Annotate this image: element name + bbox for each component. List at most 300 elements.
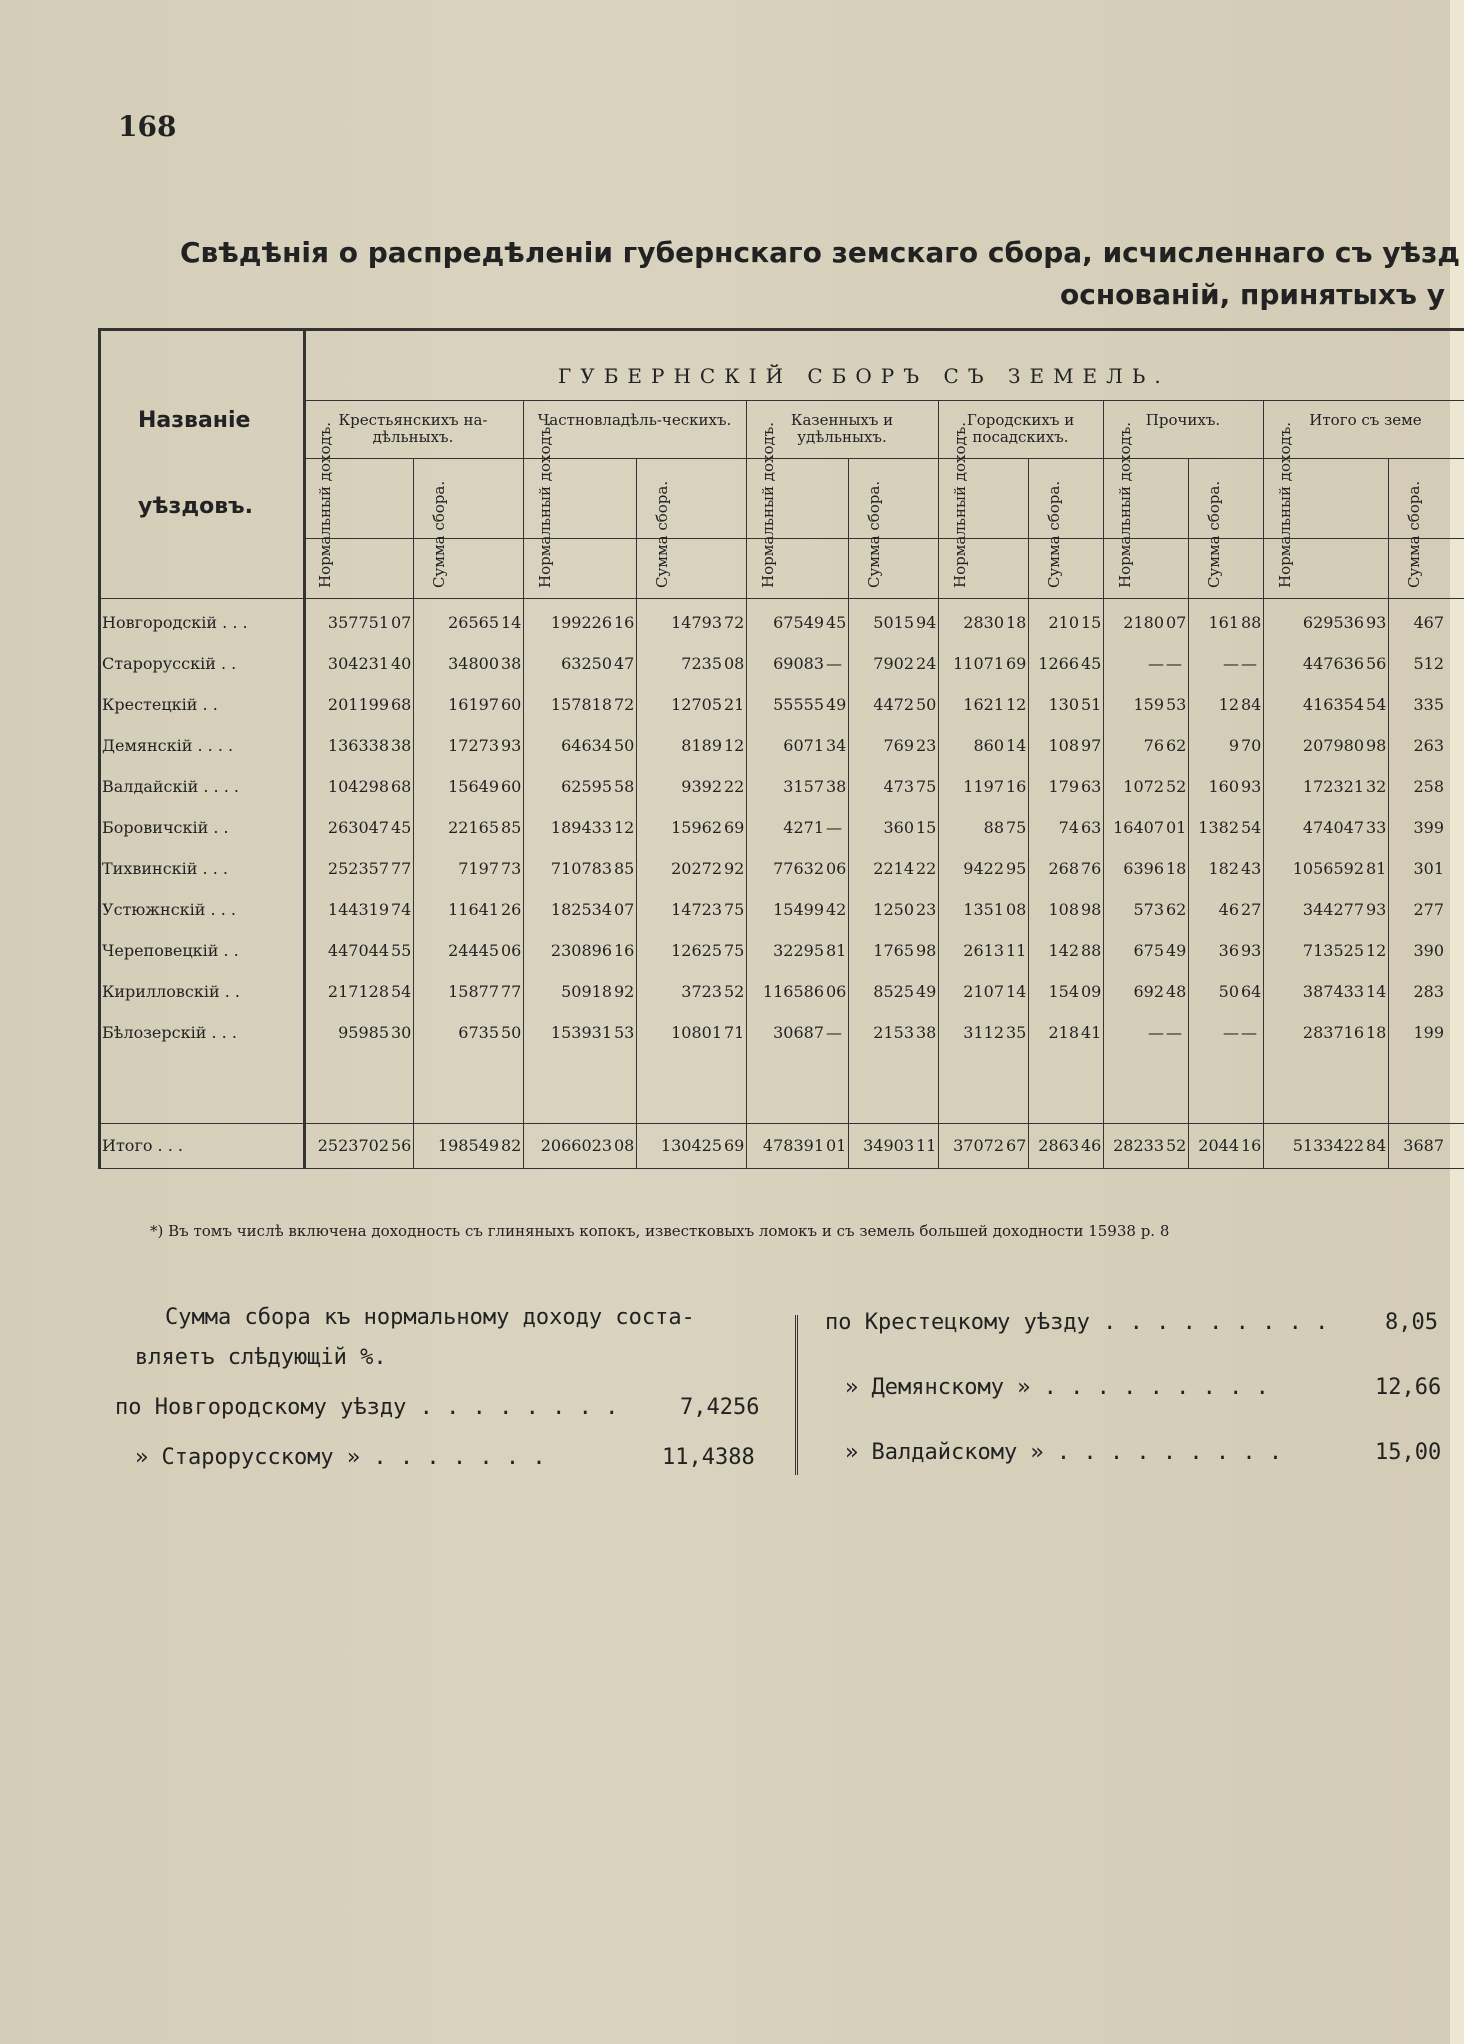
cell-kopecks: 72	[724, 613, 745, 632]
cell-value: 713525	[1302, 941, 1364, 960]
cell-value: 37072	[953, 1136, 1004, 1155]
cell-value: 4271	[783, 818, 824, 837]
cell-value: 675	[1133, 941, 1164, 960]
cell-value: 108	[1048, 900, 1079, 919]
cell-kopecks: 38	[391, 736, 412, 755]
cell-value: 154	[1048, 982, 1079, 1001]
cell-kopecks: 49	[916, 982, 937, 1001]
cell-kopecks: 32	[1366, 777, 1387, 796]
cell-kopecks: 93	[1241, 777, 1262, 796]
cell-kopecks: 51	[1081, 695, 1102, 714]
cell-value: 7235	[681, 654, 722, 673]
cell-value: 199	[1413, 1023, 1444, 1042]
cell-value: 218	[1048, 1023, 1079, 1042]
cell-kopecks: 07	[391, 613, 412, 632]
cell-value: 12625	[671, 941, 722, 960]
cell-kopecks: 81	[826, 941, 847, 960]
cell-kopecks: 06	[501, 941, 522, 960]
subheader-tax-sum: Сумма сбора.	[1205, 480, 1223, 588]
summary-intro-line-2: вляетъ слѣдующій %.	[135, 1345, 387, 1370]
cell-value: 6735	[458, 1023, 499, 1042]
cell-kopecks: 22	[724, 777, 745, 796]
cell-value: 76	[1143, 736, 1164, 755]
cell-kopecks: 77	[391, 859, 412, 878]
cell-value: 63250	[561, 654, 612, 673]
cell-value: 387433	[1302, 982, 1364, 1001]
cell-kopecks: —	[826, 818, 842, 837]
cell-value: 9422	[963, 859, 1004, 878]
subheader-normal-income: Нормальный доходъ.	[759, 421, 777, 588]
subheader-normal-income: Нормальный доходъ.	[951, 421, 969, 588]
cell-kopecks: 93	[1366, 613, 1387, 632]
column-header: Итого съ земе	[1309, 411, 1422, 429]
cell-value: 20272	[671, 859, 722, 878]
cell-kopecks: 09	[1081, 982, 1102, 1001]
cell-kopecks: 40	[391, 654, 412, 673]
subheader-normal-income: Нормальный доходъ.	[1116, 421, 1134, 588]
cell-kopecks: 42	[826, 900, 847, 919]
cell-kopecks: 07	[614, 900, 635, 919]
cell-value: 2107	[963, 982, 1004, 1001]
cell-value: 6071	[783, 736, 824, 755]
summary-right-label-2: » Демянскому » . . . . . . . . .	[845, 1375, 1269, 1400]
cell-value: 335	[1413, 695, 1444, 714]
cell-kopecks: 98	[1081, 900, 1102, 919]
column-header: Городскихъ и посадскихъ.	[966, 411, 1075, 446]
footnote: *) Въ томъ числѣ включена доходность съ глиняныхъ копокъ, известковыхъ ломокъ и съ земель большей доходности 15938 р. 8	[150, 1222, 1170, 1240]
cell-kopecks: 75	[724, 900, 745, 919]
cell-value: 24445	[448, 941, 499, 960]
cell-value: 692	[1133, 982, 1164, 1001]
cell-value: 14723	[671, 900, 722, 919]
cell-value: 283716	[1302, 1023, 1364, 1042]
cell-kopecks: —	[1166, 654, 1182, 673]
cell-value: 467	[1413, 613, 1444, 632]
cell-kopecks: 73	[501, 859, 522, 878]
cell-kopecks: 64	[1241, 982, 1262, 1001]
cell-kopecks: 18	[1006, 613, 1027, 632]
cell-kopecks: 18	[1366, 1023, 1387, 1042]
cell-kopecks: 76	[1081, 859, 1102, 878]
cell-kopecks: 71	[724, 1023, 745, 1042]
cell-value: 17273	[448, 736, 499, 755]
grid-vline	[1028, 458, 1029, 1168]
grid-vline	[413, 458, 414, 1168]
cell-kopecks: 14	[1006, 736, 1027, 755]
cell-kopecks: 62	[1166, 900, 1187, 919]
cell-kopecks: 75	[724, 941, 745, 960]
cell-value: 12705	[671, 695, 722, 714]
cell-value: 573	[1133, 900, 1164, 919]
cell-value: 277	[1413, 900, 1444, 919]
cell-kopecks: 56	[391, 1136, 412, 1155]
cell-kopecks: 11	[1006, 941, 1027, 960]
cell-value: 230896	[550, 941, 612, 960]
cell-value: 50	[1218, 982, 1239, 1001]
grid-hline	[98, 598, 1464, 599]
tax-distribution-table	[98, 328, 1464, 1188]
cell-kopecks: 81	[1366, 859, 1387, 878]
cell-kopecks: 56	[1366, 654, 1387, 673]
cell-value: 1056592	[1292, 859, 1364, 878]
cell-kopecks: 43	[1241, 859, 1262, 878]
cell-kopecks: 18	[1166, 859, 1187, 878]
row-district-name: Старорусскій . .	[102, 654, 237, 673]
grid-hline	[98, 1123, 1464, 1124]
cell-value: 3112	[963, 1023, 1004, 1042]
cell-value: 1072	[1123, 777, 1164, 796]
cell-value: 153931	[550, 1023, 612, 1042]
cell-value: 14793	[671, 613, 722, 632]
cell-kopecks: 27	[1241, 900, 1262, 919]
cell-kopecks: 54	[1366, 695, 1387, 714]
row-district-name: Кирилловскій . .	[102, 982, 241, 1001]
cell-value: 16407	[1113, 818, 1164, 837]
cell-kopecks: 94	[916, 613, 937, 632]
cell-value: 710783	[550, 859, 612, 878]
cell-kopecks: 54	[1241, 818, 1262, 837]
cell-kopecks: 08	[1006, 900, 1027, 919]
cell-kopecks: 46	[1081, 1136, 1102, 1155]
cell-kopecks: 47	[614, 654, 635, 673]
subheader-normal-income: Нормальный доходъ.	[536, 421, 554, 588]
cell-value: 447044	[327, 941, 389, 960]
cell-kopecks: —	[826, 1023, 842, 1042]
cell-kopecks: 53	[1166, 695, 1187, 714]
subheader-tax-sum: Сумма сбора.	[865, 480, 883, 588]
cell-value: 130425	[660, 1136, 722, 1155]
table-title-line-1: Свѣдѣнія о распредѣленіи губернскаго земскаго сбора, исчисленнаго съ уѣзд	[180, 236, 1460, 269]
cell-kopecks: 52	[1166, 1136, 1187, 1155]
summary-left-label-1: по Новгородскому уѣзду . . . . . . . .	[115, 1395, 619, 1420]
cell-value: 88	[983, 818, 1004, 837]
summary-right-value-1: 8,05	[1385, 1310, 1438, 1335]
cell-value: 95985	[338, 1023, 389, 1042]
cell-value: 74	[1058, 818, 1079, 837]
cell-value: 629536	[1302, 613, 1364, 632]
cell-kopecks: 58	[614, 777, 635, 796]
cell-value: 360	[883, 818, 914, 837]
cell-value: 390	[1413, 941, 1444, 960]
grid-vline	[1388, 458, 1389, 1168]
cell-value: 64634	[561, 736, 612, 755]
grid-vline	[98, 328, 101, 1168]
grid-hline	[98, 1168, 1464, 1169]
cell-kopecks: 69	[724, 818, 745, 837]
grid-vline	[636, 458, 637, 1168]
cell-kopecks: 08	[724, 654, 745, 673]
cell-value: 30687	[773, 1023, 824, 1042]
cell-kopecks: 48	[1166, 982, 1187, 1001]
cell-value: 157818	[550, 695, 612, 714]
row-district-name: Демянскій . . . .	[102, 736, 234, 755]
row-district-name: Новгородскій . . .	[102, 613, 248, 632]
cell-kopecks: 30	[391, 1023, 412, 1042]
cell-value: 16197	[448, 695, 499, 714]
cell-kopecks: 52	[1166, 777, 1187, 796]
cell-kopecks: 72	[614, 695, 635, 714]
cell-value: 7197	[458, 859, 499, 878]
cell-value: 1382	[1198, 818, 1239, 837]
cell-value: 15877	[448, 982, 499, 1001]
cell-value: 11641	[448, 900, 499, 919]
cell-kopecks: 95	[1006, 859, 1027, 878]
cell-value: 130	[1048, 695, 1079, 714]
cell-value: 136338	[327, 736, 389, 755]
cell-value: 478391	[762, 1136, 824, 1155]
cell-value: 210	[1048, 613, 1079, 632]
cell-value: 161	[1208, 613, 1239, 632]
cell-value: 144319	[327, 900, 389, 919]
cell-kopecks: 53	[614, 1023, 635, 1042]
cell-kopecks: 12	[1006, 695, 1027, 714]
cell-value: 2180	[1123, 613, 1164, 632]
cell-value: 301	[1413, 859, 1444, 878]
cell-value: 26565	[448, 613, 499, 632]
cell-kopecks: 14	[501, 613, 522, 632]
cell-kopecks: 26	[501, 900, 522, 919]
cell-value: 142	[1048, 941, 1079, 960]
row-district-name: Крестецкій . .	[102, 695, 218, 714]
cell-kopecks: 50	[614, 736, 635, 755]
cell-value: —	[1148, 1023, 1164, 1042]
cell-kopecks: 16	[1241, 1136, 1262, 1155]
subheader-tax-sum: Сумма сбора.	[1405, 480, 1423, 588]
cell-value: 3687	[1403, 1136, 1444, 1155]
summary-left-value-2: 11,4388	[662, 1445, 755, 1470]
cell-value: 8525	[873, 982, 914, 1001]
cell-kopecks: 07	[1166, 613, 1187, 632]
cell-value: 1197	[963, 777, 1004, 796]
cell-kopecks: 06	[826, 982, 847, 1001]
cell-value: 10801	[671, 1023, 722, 1042]
cell-kopecks: 98	[916, 941, 937, 960]
cell-value: 769	[883, 736, 914, 755]
cell-value: 201199	[327, 695, 389, 714]
cell-kopecks: 22	[916, 859, 937, 878]
cell-value: 1266	[1038, 654, 1079, 673]
cell-kopecks: 16	[614, 941, 635, 960]
summary-left-label-2: » Старорусскому » . . . . . . .	[135, 1445, 546, 1470]
cell-kopecks: 97	[1081, 736, 1102, 755]
cell-kopecks: 88	[1081, 941, 1102, 960]
cell-kopecks: 67	[1006, 1136, 1027, 1155]
cell-kopecks: 12	[724, 736, 745, 755]
cell-value: 160	[1208, 777, 1239, 796]
cell-value: 9	[1228, 736, 1239, 755]
cell-kopecks: 15	[1081, 613, 1102, 632]
cell-kopecks: 14	[1006, 982, 1027, 1001]
cell-kopecks: 75	[916, 777, 937, 796]
cell-value: 258	[1413, 777, 1444, 796]
cell-kopecks: 14	[1366, 982, 1387, 1001]
cell-kopecks: —	[1166, 1023, 1182, 1042]
cell-value: 2066023	[540, 1136, 612, 1155]
cell-value: 108	[1048, 736, 1079, 755]
cell-kopecks: 85	[501, 818, 522, 837]
cell-kopecks: 60	[501, 777, 522, 796]
cell-kopecks: 34	[826, 736, 847, 755]
cell-value: 3157	[783, 777, 824, 796]
cell-value: 263	[1413, 736, 1444, 755]
cell-value: 179	[1048, 777, 1079, 796]
cell-value: —	[1223, 1023, 1239, 1042]
cell-kopecks: 68	[391, 777, 412, 796]
cell-value: 447636	[1302, 654, 1364, 673]
cell-value: 2830	[963, 613, 1004, 632]
cell-value: 474047	[1302, 818, 1364, 837]
cell-kopecks: 85	[614, 859, 635, 878]
cell-value: 172321	[1302, 777, 1364, 796]
cell-kopecks: 01	[1166, 818, 1187, 837]
cell-kopecks: 08	[614, 1136, 635, 1155]
cell-kopecks: 33	[1366, 818, 1387, 837]
cell-value: 116586	[762, 982, 824, 1001]
table-title-line-2: основаній, принятыхъ у	[1060, 278, 1445, 311]
cell-value: 8189	[681, 736, 722, 755]
cell-kopecks: 69	[724, 1136, 745, 1155]
cell-kopecks: 84	[1241, 695, 1262, 714]
cell-value: 4472	[873, 695, 914, 714]
cell-value: 268	[1048, 859, 1079, 878]
column-header: Крестьянскихъ на-дѣльныхъ.	[338, 411, 488, 446]
cell-value: 217128	[327, 982, 389, 1001]
cell-kopecks: 69	[1006, 654, 1027, 673]
cell-kopecks: 63	[1081, 777, 1102, 796]
cell-kopecks: 60	[501, 695, 522, 714]
cell-value: 2613	[963, 941, 1004, 960]
row-district-name: Устюжнскій . . .	[102, 900, 236, 919]
cell-value: —	[1223, 654, 1239, 673]
cell-value: 2044	[1198, 1136, 1239, 1155]
row-header-line-2: уѣздовъ.	[138, 494, 254, 519]
cell-kopecks: 21	[724, 695, 745, 714]
cell-kopecks: 24	[916, 654, 937, 673]
cell-value: 34903	[863, 1136, 914, 1155]
cell-value: 2863	[1038, 1136, 1079, 1155]
cell-kopecks: 50	[501, 1023, 522, 1042]
cell-kopecks: 16	[1006, 777, 1027, 796]
row-header-line-1: Названіе	[138, 408, 251, 433]
cell-value: 69083	[773, 654, 824, 673]
cell-kopecks: 23	[916, 736, 937, 755]
cell-kopecks: —	[1241, 1023, 1257, 1042]
cell-value: 104298	[327, 777, 389, 796]
cell-kopecks: 35	[1006, 1023, 1027, 1042]
cell-kopecks: 74	[391, 900, 412, 919]
cell-value: 199226	[550, 613, 612, 632]
cell-kopecks: 38	[501, 654, 522, 673]
cell-kopecks: 45	[391, 818, 412, 837]
cell-value: 55555	[773, 695, 824, 714]
cell-value: 15962	[671, 818, 722, 837]
cell-value: 46	[1218, 900, 1239, 919]
cell-kopecks: 06	[826, 859, 847, 878]
column-header: Прочихъ.	[1145, 411, 1221, 429]
cell-kopecks: 92	[614, 982, 635, 1001]
subheader-normal-income: Нормальный доходъ.	[1276, 421, 1294, 588]
cell-kopecks: 45	[826, 613, 847, 632]
cell-value: 263047	[327, 818, 389, 837]
cell-value: 62595	[561, 777, 612, 796]
cell-value: 32295	[773, 941, 824, 960]
cell-kopecks: 23	[916, 900, 937, 919]
cell-value: 15499	[773, 900, 824, 919]
cell-value: 357751	[327, 613, 389, 632]
cell-kopecks: 63	[1081, 818, 1102, 837]
cell-value: 1621	[963, 695, 1004, 714]
row-district-name: Итого . . .	[102, 1136, 183, 1155]
cell-value: 399	[1413, 818, 1444, 837]
cell-kopecks: 88	[1241, 613, 1262, 632]
cell-kopecks: 77	[501, 982, 522, 1001]
cell-value: 1250	[873, 900, 914, 919]
cell-kopecks: 52	[724, 982, 745, 1001]
cell-value: 67549	[773, 613, 824, 632]
cell-kopecks: —	[1241, 654, 1257, 673]
summary-divider	[795, 1315, 798, 1475]
cell-kopecks: 93	[501, 736, 522, 755]
cell-value: 1351	[963, 900, 1004, 919]
cell-kopecks: 12	[1366, 941, 1387, 960]
subheader-tax-sum: Сумма сбора.	[1045, 480, 1063, 588]
cell-value: 344277	[1302, 900, 1364, 919]
cell-kopecks: 68	[391, 695, 412, 714]
column-header: Частновладѣль-ческихъ.	[537, 411, 732, 429]
cell-kopecks: 49	[1166, 941, 1187, 960]
cell-kopecks: 45	[1081, 654, 1102, 673]
cell-value: 5015	[873, 613, 914, 632]
cell-value: 3723	[681, 982, 722, 1001]
page-number: 168	[118, 110, 177, 143]
cell-value: 36	[1218, 941, 1239, 960]
cell-value: 860	[973, 736, 1004, 755]
cell-value: 7902	[873, 654, 914, 673]
cell-value: 416354	[1302, 695, 1364, 714]
cell-kopecks: 75	[1006, 818, 1027, 837]
cell-kopecks: 92	[724, 859, 745, 878]
cell-kopecks: 54	[391, 982, 412, 1001]
cell-value: 189433	[550, 818, 612, 837]
row-district-name: Тихвинскій . . .	[102, 859, 228, 878]
cell-kopecks: 82	[501, 1136, 522, 1155]
cell-value: 50918	[561, 982, 612, 1001]
cell-value: 12	[1218, 695, 1239, 714]
summary-left-value-1: 7,4256	[680, 1395, 760, 1420]
cell-kopecks: 49	[826, 695, 847, 714]
cell-value: 22165	[448, 818, 499, 837]
column-header: Казенныхъ и удѣльныхъ.	[790, 411, 894, 446]
row-district-name: Череповецкій . .	[102, 941, 239, 960]
cell-value: 2214	[873, 859, 914, 878]
cell-value: 2523702	[317, 1136, 389, 1155]
group-header: ГУБЕРНСКІЙ СБОРЪ СЪ ЗЕМЕЛЬ.	[558, 364, 1170, 388]
cell-kopecks: 55	[391, 941, 412, 960]
cell-value: 77632	[773, 859, 824, 878]
cell-value: 159	[1133, 695, 1164, 714]
cell-value: 198549	[437, 1136, 499, 1155]
cell-value: 2153	[873, 1023, 914, 1042]
cell-kopecks: 15	[916, 818, 937, 837]
cell-value: 283	[1413, 982, 1444, 1001]
cell-kopecks: —	[826, 654, 842, 673]
cell-kopecks: 01	[826, 1136, 847, 1155]
cell-kopecks: 62	[1166, 736, 1187, 755]
cell-kopecks: 12	[614, 818, 635, 837]
cell-kopecks: 38	[826, 777, 847, 796]
cell-value: 11071	[953, 654, 1004, 673]
cell-value: 9392	[681, 777, 722, 796]
